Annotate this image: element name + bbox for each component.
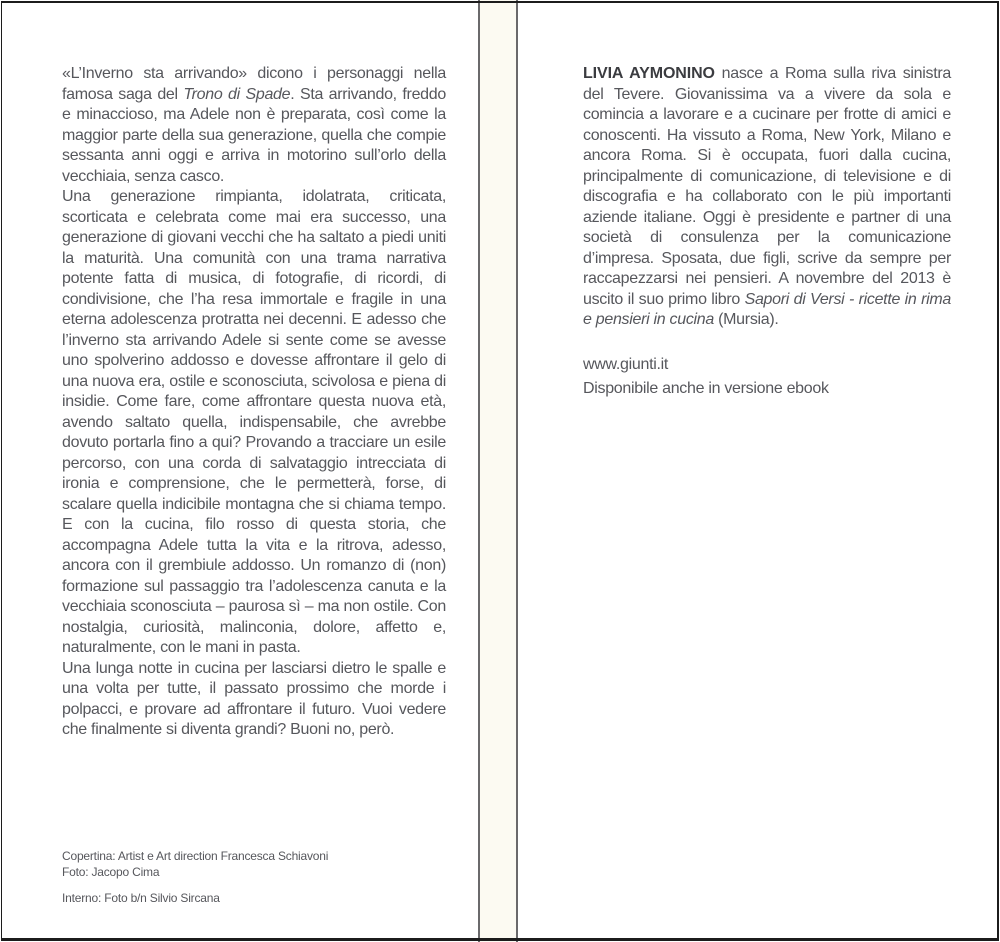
description-paragraph-1 <box>62 64 446 187</box>
text-run: . Sta arrivando, freddo e minaccioso, ma Adele non è preparata, così come la maggior parte della sua generazione, quella che compie sessanta anni oggi e arriva in motorino sull’orlo della vecchiaia, senza casco. <box>62 85 446 185</box>
ebook-availability-note: Disponibile anche in versione ebook <box>583 380 829 397</box>
interior-credit: Interno: Foto b/n Silvio Sircana <box>62 891 220 905</box>
book-title-trono-di-spade: Trono di Spade <box>183 85 291 103</box>
text-run: Una lunga notte in cucina per lasciarsi dietro le spalle e una volta per tutte, il passato prossimo che morde i polpacci, e provare ad affrontare il futuro. Vuoi vedere che finalmente si diventa grandi? Buoni no, però. <box>62 659 446 738</box>
description-paragraph-2 <box>62 187 446 659</box>
credits-block <box>62 849 328 907</box>
text-run: nasce a Roma sulla riva sinistra del Tevere. Giovanissima va a vivere da sola e comincia a lavorare e a cucinare per frotte di amici e conoscenti. Ha vissuto a Roma, New York, Milano e ancora Roma. Si è occupata, fuori dalla cucina, principalmente di comunicazione, di televisione e di discografia e ha collaborato con le più importanti aziende italiane. Oggi è presidente e partner di una società di consulenza per la comunicazione d’impresa. Sposata, due figli, scrive da sempre per raccapezzarsi nei pensieri. A novembre del 2013 è uscito il suo primo libro <box>583 65 952 308</box>
text-run: «L’Inverno sta arrivando» dicono i personaggi nella famosa saga del <box>62 65 446 103</box>
cover-credit: Copertina: Artist e Art direction Francesca Schiavoni <box>62 849 329 863</box>
text-run: (Mursia). <box>713 311 779 328</box>
description-paragraph-3 <box>62 659 446 741</box>
website-url: www.giunti.it <box>583 356 669 373</box>
text-run: Una generazione rimpianta, idolatrata, criticata, scorticata e celebrata come mai era successo, una generazione di giovani vecchi che ha saltato a piedi uniti la maturità. Una comunità con una trama narrativa potente fatta di musica, di fotografie, di ricordi, di condivisione, che l’ha resa immortale e fragile in una eterna adolescenza protratta nei decenni. E adesso che l’inverno sta arrivando Adele si sente come se avesse uno spolverino addosso e dovesse affrontare il gelo di una nuova era, ostile e sconosciuta, scivolosa e piena di insidie. Come fare, come affrontare questa nuova età, avendo saltato quella, indispensabile, che avrebbe dovuto portarla fino a qui? Provando a tracciare un esile percorso, con una corda di salvataggio intrecciata di ironia e comprensione, che le permetterà, forse, di scalare quella indicibile montagna che si chiama tempo. E con la cucina, filo rosso di questa storia, che accompagna Adele tutta la vita e la ritrova, adesso, ancora con il grembiule addosso. Un romanzo di (non) formazione sul passaggio tra l’adolescenza canuta e la vecchiaia sconosciuta – paurosa sì – ma non ostile. Con nostalgia, curiosità, malinconia, dolore, affetto e, naturalmente, con le mani in pasta. <box>62 188 446 656</box>
photo-credit: Foto: Jacopo Cima <box>62 864 160 879</box>
author-name: LIVIA AYMONINO <box>583 65 715 82</box>
author-bio <box>583 64 951 331</box>
book-description <box>62 64 446 741</box>
book-title-sapori-di-versi: Sapori di Versi - ricette in rima e pensieri in cucina <box>583 290 952 328</box>
spine-gutter <box>478 0 518 942</box>
